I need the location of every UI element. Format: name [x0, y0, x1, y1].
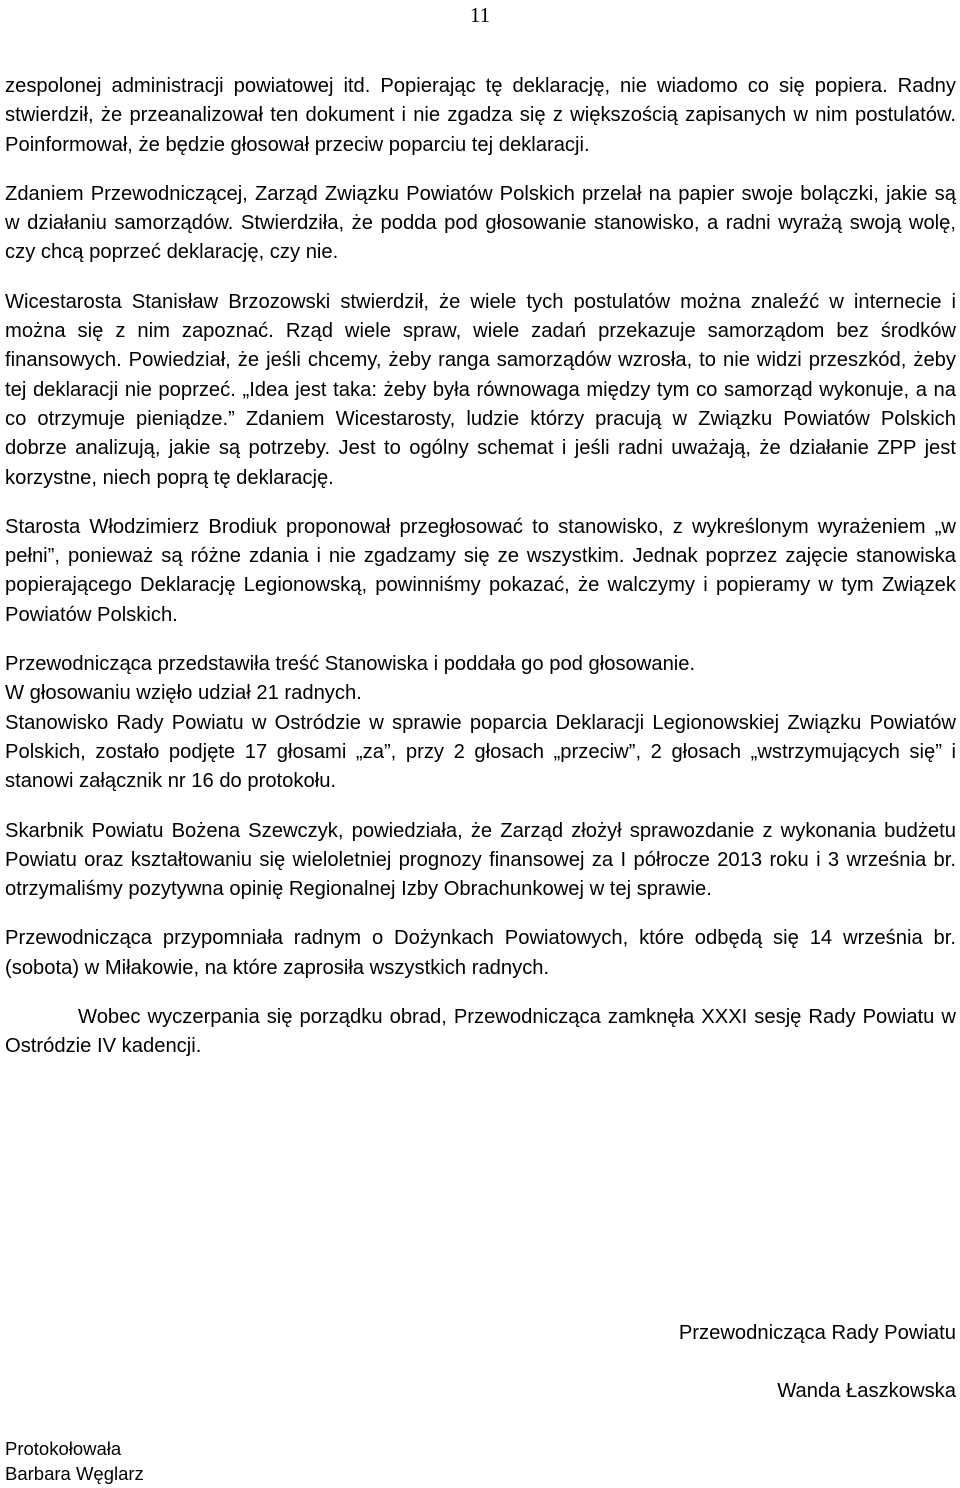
recorder-name: Barbara Węglarz	[5, 1463, 144, 1484]
paragraph-starost-proposal: Starosta Włodzimierz Brodiuk proponował przegłosować to stanowisko, z wykreślonym wyrażeniem „w pełni”, ponieważ są różne zdania i nie zgadzamy się ze wszystkim. Jednak poprzez zajęcie stanowiska popierającego Deklarację Legionowską, powinniśmy pokazać, że walczymy i popieramy w tym Związek Powiatów Polskich.	[5, 515, 956, 626]
paragraph-chair-opinion: Zdaniem Przewodniczącej, Zarząd Związku Powiatów Polskich przelał na papier swoje bolączki, jakie są w działaniu samorządów. Stwierdziła, że podda pod głosowanie stanowisko, a radni wyrażą swoją wolę, czy chcą poprzeć deklarację, czy nie.	[5, 182, 956, 264]
paragraph-vice-starost: Wicestarosta Stanisław Brzozowski stwierdził, że wiele tych postulatów można znaleźć w internecie i można się z nim zapoznać. Rząd wiele spraw, wiele zadań przekazuje samorządom bez środków finansowych. Powiedział, że jeśli chcemy, żeby ranga samorządów wzrosła, to nie widzi przeszkód, żeby tej deklaracji nie poprzeć. „Idea jest taka: żeby była równowaga między tym co samorząd wykonuje, a na co otrzymuje pieniądze.” Zdaniem Wicestarosty, ludzie którzy pracują w Związku Powiatów Polskich dobrze analizują, jakie są potrzeby. Jest to ogólny schemat i jeśli radni uważają, że działanie ZPP jest korzystne, niech poprą tę deklarację.	[5, 290, 956, 489]
paragraph-harvest-festival: Przewodnicząca przypomniała radnym o Dożynkach Powiatowych, które odbędą się 14 września br. (sobota) w Miłakowie, na które zaprosiła wszystkich radnych.	[5, 927, 956, 979]
signature-name: Wanda Łaszkowska	[777, 1380, 956, 1402]
document-body	[5, 72, 956, 1082]
paragraph-session-closing: Wobec wyczerpania się porządku obrad, Przewodnicząca zamknęła XXXI sesję Rady Powiatu w Ostródzie IV kadencji.	[5, 1006, 956, 1058]
recorder-role: Protokołowała	[5, 1438, 122, 1459]
paragraph-deklaracja-opposition: zespolonej administracji powiatowej itd. Popierając tę deklarację, nie wiadomo co się popiera. Radny stwierdził, że przeanalizował ten dokument i nie zgadza się z większością zapisanych w nim postulatów. Poinformował, że będzie głosował przeciw poparciu tej deklaracji.	[5, 75, 956, 156]
paragraph-vote-announcement: Przewodnicząca przedstawiła treść Stanowiska i poddała go pod głosowanie.	[5, 653, 696, 676]
signature-title: Przewodnicząca Rady Powiatu	[678, 1322, 956, 1344]
paragraph-vote-result: Stanowisko Rady Powiatu w Ostródzie w sprawie poparcia Deklaracji Legionowskiej Związku Powiatów Polskich, zostało podjęte 17 głosami „za”, przy 2 głosach „przeciw”, 2 głosach „wstrzymujących się” i stanowi załącznik nr 16 do protokołu.	[5, 711, 956, 793]
page-number: 11	[469, 3, 491, 27]
paragraph-treasurer-report: Skarbnik Powiatu Bożena Szewczyk, powiedziała, że Zarząd złożył sprawozdanie z wykonania budżetu Powiatu oraz kształtowaniu się wieloletniej prognozy finansowej za I półrocze 2013 roku i 3 września br. otrzymaliśmy pozytywna opinię Regionalnej Izby Obrachunkowej w tej sprawie.	[5, 819, 956, 901]
paragraph-vote-attendance: W głosowaniu wzięło udział 21 radnych.	[5, 682, 362, 705]
recorder-block	[5, 1436, 144, 1486]
